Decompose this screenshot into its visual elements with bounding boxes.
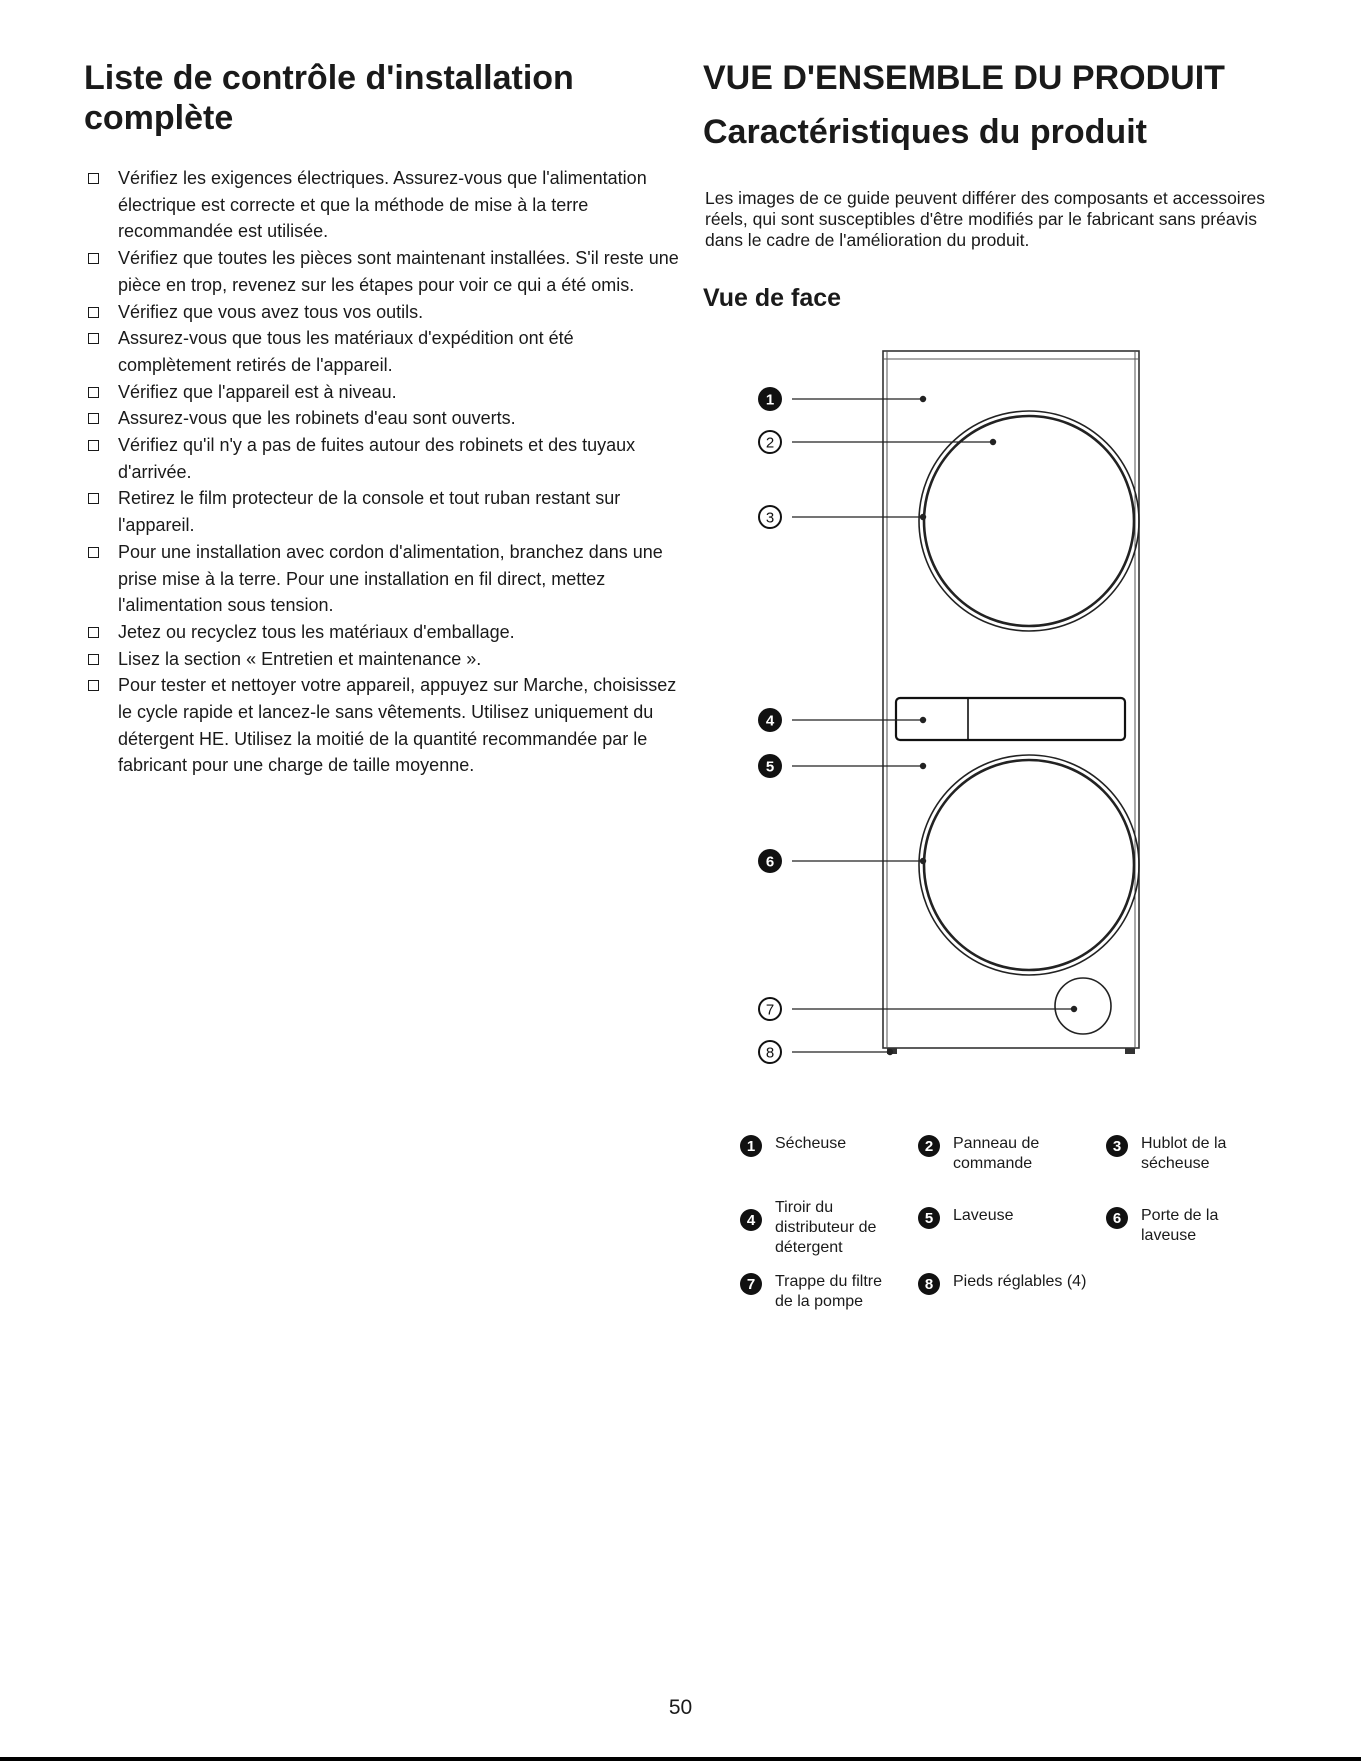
legend-number: 2 bbox=[918, 1135, 940, 1157]
checklist-item bbox=[84, 646, 684, 673]
svg-text:8: 8 bbox=[765, 1044, 775, 1062]
checklist-item-text: Pour une installation avec cordon d'alimentation, branchez dans une prise mise à la terre. Pour une installation en fil direct, mettez l'alimentation sous tension. bbox=[118, 541, 663, 616]
checklist-item bbox=[84, 165, 684, 245]
section-title: VUE D'ENSEMBLE DU PRODUIT bbox=[703, 59, 1225, 97]
legend-label: Sécheuse bbox=[775, 1135, 847, 1152]
svg-text:1: 1 bbox=[765, 391, 775, 409]
checkbox-icon bbox=[88, 547, 99, 558]
washer-door bbox=[919, 755, 1139, 975]
overview-section bbox=[703, 58, 1293, 313]
checklist-item bbox=[84, 245, 684, 298]
checkbox-icon bbox=[88, 253, 99, 264]
legend-item-8 bbox=[918, 1272, 1086, 1295]
checklist-item-text: Vérifiez que vous avez tous vos outils. bbox=[118, 301, 424, 322]
checklist-item bbox=[84, 539, 684, 619]
svg-text:4: 4 bbox=[765, 712, 775, 730]
checkbox-icon bbox=[88, 307, 99, 318]
pump-filter-door bbox=[1055, 978, 1111, 1034]
checkbox-icon bbox=[88, 440, 99, 451]
svg-text:7: 7 bbox=[765, 1001, 775, 1019]
front-view-diagram bbox=[740, 340, 1160, 1070]
checkbox-icon bbox=[88, 173, 99, 184]
legend-label: Porte de la laveuse bbox=[1141, 1207, 1219, 1244]
checklist-item bbox=[84, 432, 684, 485]
bottom-rule bbox=[0, 1757, 1361, 1761]
legend-label: Panneau de commande bbox=[953, 1135, 1040, 1172]
callout-3 bbox=[759, 506, 781, 528]
view-title: Vue de face bbox=[703, 284, 842, 312]
checklist-item bbox=[84, 485, 684, 538]
checkbox-icon bbox=[88, 493, 99, 504]
callout-5 bbox=[758, 754, 782, 778]
checklist-item bbox=[84, 619, 684, 646]
legend-item-6 bbox=[1106, 1206, 1218, 1246]
checklist-item-text: Jetez ou recyclez tous les matériaux d'emballage. bbox=[118, 621, 515, 642]
checklist-item bbox=[84, 379, 684, 406]
foot-right bbox=[1125, 1048, 1135, 1054]
legend-label: Tiroir du distributeur de détergent bbox=[775, 1199, 877, 1256]
svg-text:6: 6 bbox=[765, 853, 775, 871]
callout-2 bbox=[759, 431, 781, 453]
legend-label: Laveuse bbox=[953, 1207, 1014, 1224]
legend-number: 1 bbox=[740, 1135, 762, 1157]
callout-1 bbox=[758, 387, 782, 411]
legend-item-7 bbox=[740, 1272, 882, 1312]
legend-item-1 bbox=[740, 1134, 846, 1157]
callout-4 bbox=[758, 708, 782, 732]
callout-7 bbox=[759, 998, 781, 1020]
svg-text:3: 3 bbox=[765, 509, 775, 527]
checklist-item bbox=[84, 325, 684, 378]
checklist-item-text: Retirez le film protecteur de la console et tout ruban restant sur l'appareil. bbox=[118, 488, 621, 536]
legend-number: 6 bbox=[1106, 1207, 1128, 1229]
checklist-item-text: Vérifiez les exigences électriques. Assurez-vous que l'alimentation électrique est correcte et que la méthode de mise à la terre recommandée est utilisée. bbox=[118, 168, 647, 242]
checkbox-icon bbox=[88, 333, 99, 344]
checklist-title-line2: complète bbox=[84, 99, 234, 137]
legend-number: 4 bbox=[740, 1209, 762, 1231]
checklist bbox=[84, 165, 684, 779]
legend-item-3 bbox=[1106, 1134, 1226, 1174]
callout-8 bbox=[759, 1041, 781, 1063]
checklist-item bbox=[84, 405, 684, 432]
checklist-title-line1: Liste de contrôle d'installation bbox=[84, 59, 574, 97]
legend-item-2 bbox=[918, 1134, 1039, 1174]
legend-item-5 bbox=[918, 1206, 1014, 1229]
dryer-door bbox=[919, 411, 1139, 631]
checklist-item bbox=[84, 672, 684, 779]
legend-label: Hublot de la sécheuse bbox=[1141, 1135, 1227, 1172]
legend-label: Pieds réglables (4) bbox=[953, 1273, 1087, 1290]
legend-number: 7 bbox=[740, 1273, 762, 1295]
legend-number: 5 bbox=[918, 1207, 940, 1229]
checklist-title bbox=[84, 58, 684, 138]
checklist-item-text: Lisez la section « Entretien et maintenance ». bbox=[118, 648, 482, 669]
checkbox-icon bbox=[88, 627, 99, 638]
intro-paragraph: Les images de ce guide peuvent différer des composants et accessoires réels, qui sont susceptibles d'être modifiés par le fabricant sans préavis dans le cadre de l'amélioration du produit. bbox=[705, 188, 1265, 250]
parts-legend bbox=[740, 1128, 1300, 1328]
callout-6 bbox=[758, 849, 782, 873]
svg-text:5: 5 bbox=[765, 758, 775, 776]
checklist-item-text: Assurez-vous que les robinets d'eau sont ouverts. bbox=[118, 408, 516, 429]
legend-item-4 bbox=[740, 1198, 876, 1258]
checkbox-icon bbox=[88, 680, 99, 691]
page-number: 50 bbox=[668, 1696, 693, 1719]
checklist-item bbox=[84, 299, 684, 326]
checklist-item-text: Vérifiez que toutes les pièces sont maintenant installées. S'il reste une pièce en trop, revenez sur les étapes pour voir ce qui a été omis. bbox=[118, 248, 679, 295]
svg-text:2: 2 bbox=[765, 434, 775, 452]
legend-label: Trappe du filtre de la pompe bbox=[775, 1273, 883, 1310]
checklist-item-text: Pour tester et nettoyer votre appareil, appuyez sur Marche, choisissez le cycle rapide et lancez-le sans vêtements. Utilisez uniquement du détergent HE. Utilisez la moitié de la quantité recommandée par le fabricant pour une charge de taille moyenne. bbox=[118, 675, 677, 776]
checkbox-icon bbox=[88, 387, 99, 398]
checklist-item-text: Assurez-vous que tous les matériaux d'expédition ont été complètement retirés de l'appareil. bbox=[118, 328, 574, 375]
legend-number: 8 bbox=[918, 1273, 940, 1295]
section-subtitle: Caractéristiques du produit bbox=[703, 113, 1147, 151]
checkbox-icon bbox=[88, 413, 99, 424]
checklist-item-text: Vérifiez qu'il n'y a pas de fuites autour des robinets et des tuyaux d'arrivée. bbox=[118, 435, 636, 482]
legend-number: 3 bbox=[1106, 1135, 1128, 1157]
checkbox-icon bbox=[88, 654, 99, 665]
checklist-section bbox=[84, 58, 684, 779]
checklist-item-text: Vérifiez que l'appareil est à niveau. bbox=[118, 381, 397, 402]
detergent-drawer bbox=[896, 698, 1125, 740]
